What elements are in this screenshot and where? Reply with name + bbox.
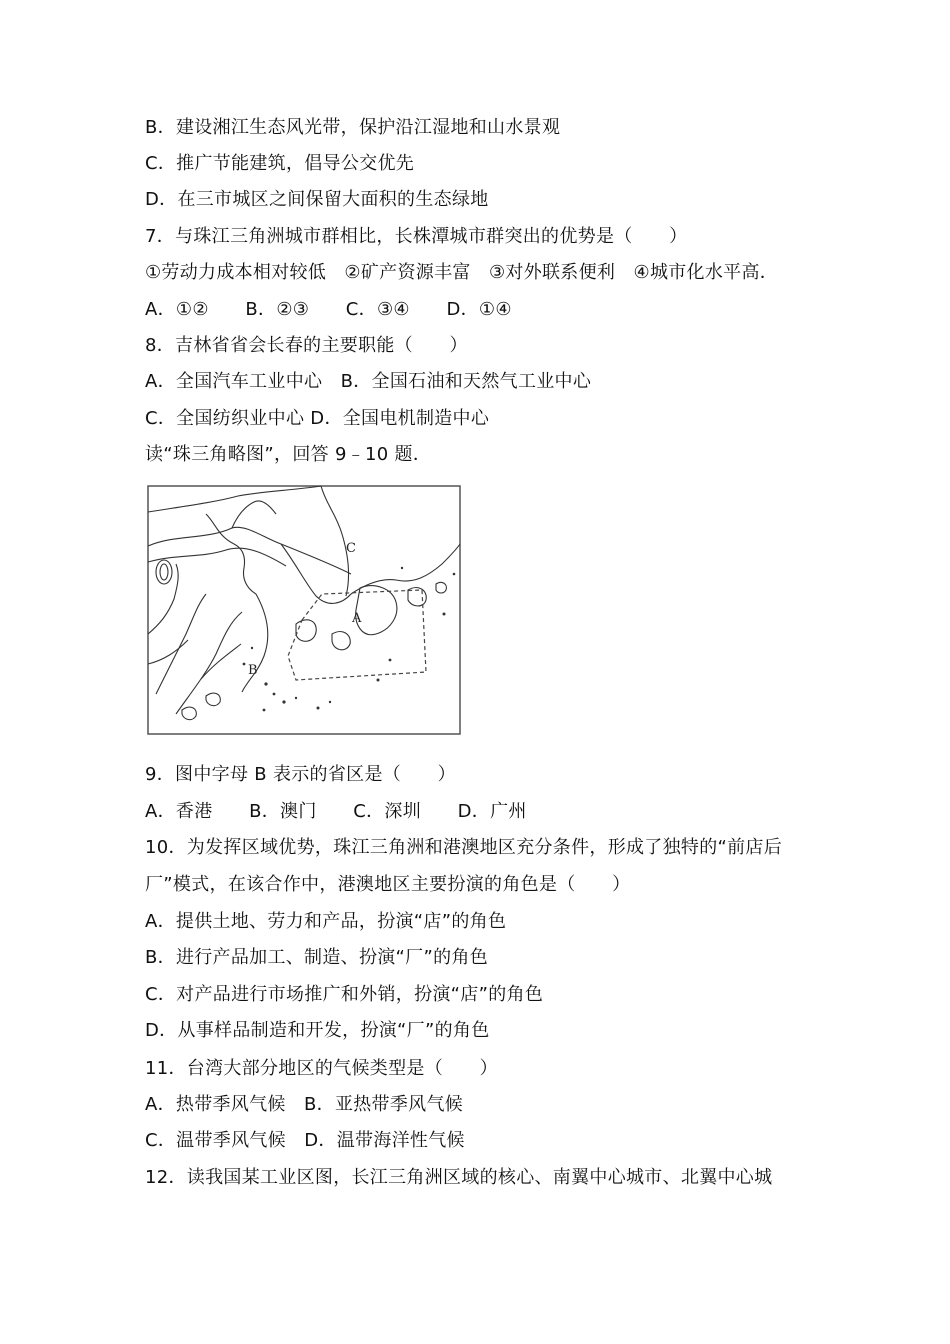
question-7-statements: ①劳动力成本相对较低 ②矿产资源丰富 ③对外联系便利 ④城市化水平高．	[145, 262, 779, 283]
text-line: D．在三市城区之间保留大面积的生态绿地	[145, 189, 489, 210]
question-10-option-a: A．提供土地、劳力和产品，扮演“店”的角色	[145, 911, 507, 932]
question-11: 11．台湾大部分地区的气候类型是（ ）	[145, 1058, 498, 1079]
question-9: 9．图中字母 B 表示的省区是（ ）	[145, 764, 456, 785]
question-10: 10．为发挥区域优势，珠江三角洲和港澳地区充分条件，形成了独特的“前店后	[145, 837, 783, 858]
map-label-a: A	[352, 611, 362, 626]
question-11-options: A．热带季风气候 B．亚热带季风气候	[145, 1094, 464, 1115]
question-12: 12．读我国某工业区图，长江三角洲区域的核心、南翼中心城市、北翼中心城	[145, 1167, 773, 1188]
map-frame	[148, 486, 460, 734]
map-intro: 读“珠三角略图”，回答 9﹣10 题．	[145, 444, 432, 465]
map-label-c: C	[346, 541, 356, 556]
map-label-b: B	[248, 663, 258, 678]
text-line: C．推广节能建筑，倡导公交优先	[145, 153, 415, 174]
question-8-options: A．全国汽车工业中心 B．全国石油和天然气工业中心	[145, 371, 592, 392]
question-10-continued: 厂”模式，在该合作中，港澳地区主要扮演的角色是（ ）	[145, 874, 631, 895]
question-10-option-b: B．进行产品加工、制造、扮演“厂”的角色	[145, 947, 488, 968]
question-8-options: C．全国纺织业中心 D．全国电机制造中心	[145, 408, 490, 429]
question-10-option-d: D．从事样品制造和开发，扮演“厂”的角色	[145, 1020, 490, 1041]
question-7-options: A．①② B．②③ C．③④ D．①④	[145, 299, 512, 320]
question-7: 7．与珠江三角洲城市群相比，长株潭城市群突出的优势是（ ）	[145, 226, 688, 247]
pearl-river-delta-map	[146, 484, 462, 736]
question-8: 8．吉林省省会长春的主要职能（ ）	[145, 335, 468, 356]
question-10-option-c: C．对产品进行市场推广和外销，扮演“店”的角色	[145, 984, 544, 1005]
question-9-options: A．香港 B．澳门 C．深圳 D．广州	[145, 801, 527, 822]
text-line: B．建设湘江生态风光带，保护沿江湿地和山水景观	[145, 117, 561, 138]
question-11-options: C．温带季风气候 D．温带海洋性气候	[145, 1130, 465, 1151]
